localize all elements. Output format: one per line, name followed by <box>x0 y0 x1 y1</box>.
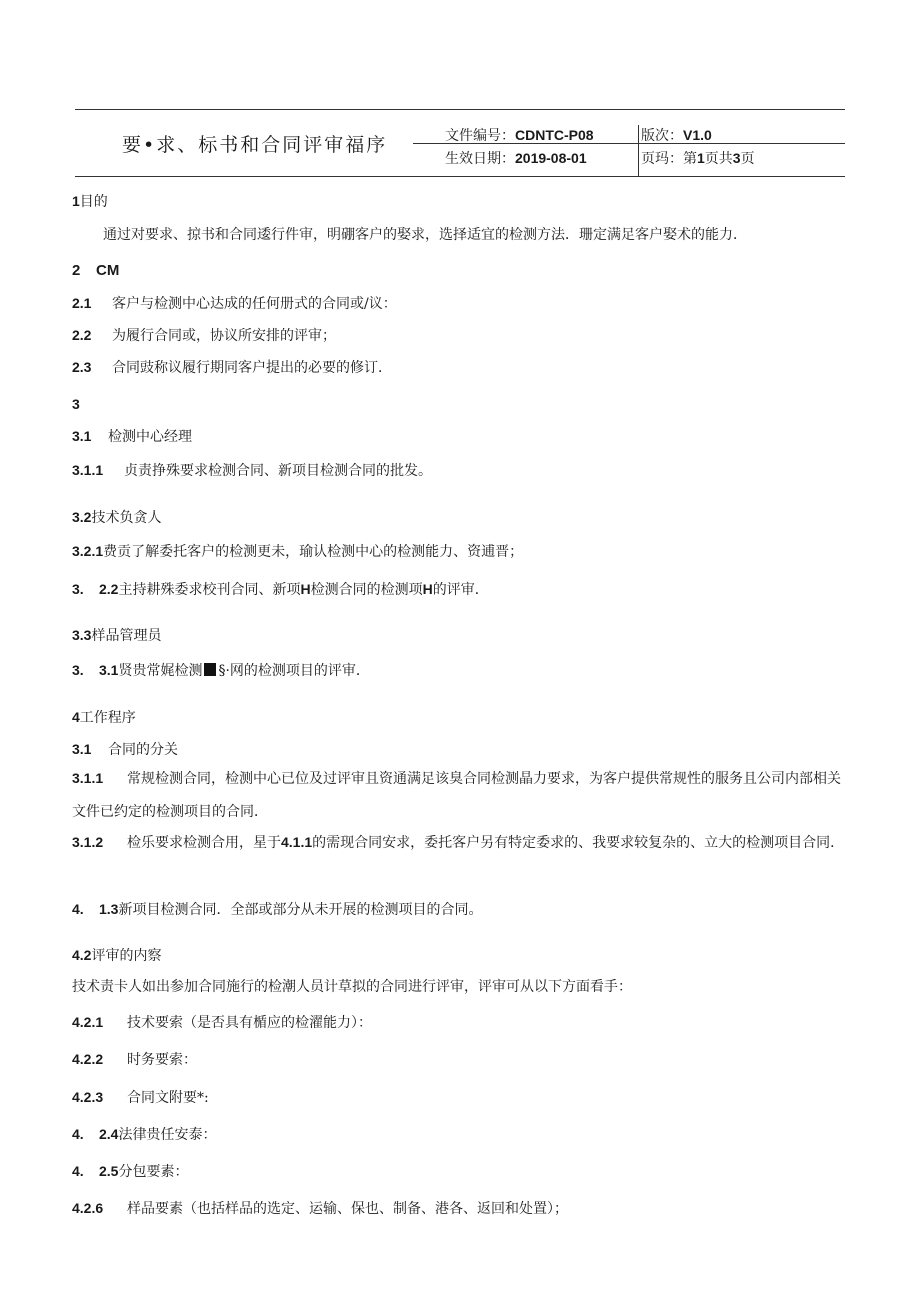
version-label: 版次： <box>641 128 683 144</box>
clause-text-b: 检测合同的检测项 <box>310 582 423 598</box>
clause-3-2-2 <box>72 579 489 600</box>
clause-number: 3.2 <box>72 509 92 525</box>
doc-number-label: 文件编号： <box>445 128 515 144</box>
version-value: V1.0 <box>683 127 712 143</box>
section-title: 工作程序 <box>79 710 136 726</box>
clause-4-1-3 <box>72 899 482 920</box>
clause-number-b: 1.3 <box>99 901 119 917</box>
clause-number: 4.2 <box>72 947 92 963</box>
clause-h1: H <box>300 581 311 597</box>
page-label: 页玛：第 <box>641 151 697 167</box>
clause-number: 3.3 <box>72 627 92 643</box>
section-number: 1 <box>72 193 80 209</box>
clause-text-b: 的需现合同安求，委托客户另有特定委求的、我要求较复杂的、立大的检测项目合同． <box>312 835 845 851</box>
clause-number-b: 2.2 <box>99 581 119 597</box>
clause-3-1 <box>72 426 192 447</box>
section-number: 4 <box>72 709 80 725</box>
clause-3-2-1 <box>72 541 523 562</box>
clause-number: 3.1 <box>72 428 92 444</box>
clause-number: 2.1 <box>72 295 92 311</box>
clause-text: 新项目检测合同．全部或部分从未开展的检测项目的合同。 <box>118 902 483 918</box>
doc-number-value: CDNTC-P08 <box>515 127 594 143</box>
clause-number: 3.1 <box>72 741 92 757</box>
clause-text: 样品管理员 <box>91 628 162 644</box>
clause-text: 检测中心经理 <box>108 429 192 445</box>
clause-text: 合同豉称议履行期同客户提出的必要的修订． <box>112 360 392 376</box>
clause-text: 分包要素： <box>118 1164 189 1180</box>
clause-number-a: 3. <box>72 581 84 597</box>
clause-number: 3.2.1 <box>72 543 104 559</box>
section-number: 3 <box>72 396 80 412</box>
clause-number-a: 3. <box>72 662 84 678</box>
clause-3-1-1 <box>72 460 432 481</box>
header-bottom-rule <box>75 176 845 177</box>
clause-4-1-2 <box>72 826 852 860</box>
clause-text: 法律贵任安泰： <box>118 1127 217 1143</box>
version <box>641 125 712 145</box>
clause-number: 3.1.1 <box>72 462 104 478</box>
clause-text-a: 贤贵常娓检测 <box>118 663 203 679</box>
clause-number-a: 4. <box>72 901 84 917</box>
section-title: 目的 <box>79 194 108 210</box>
clause-text: 为履行合同或，协议所安排的评审； <box>112 328 336 344</box>
clause-text: 合同的分关 <box>108 742 178 758</box>
section-1-heading <box>72 191 108 212</box>
clause-number: 4.2.6 <box>72 1200 104 1216</box>
clause-text: 常规检测合同，检测中心已位及过评审且资通满足该臭合同检测晶力要求，为客户提供常规性的服务且公司内部相关文件已约定的检测项目的合同． <box>72 771 841 820</box>
document-title: 要•求、标书和合同评审福序 <box>122 134 388 156</box>
clause-text: 贞责挣殊要求检测合同、新项目检测合同的批发。 <box>124 463 432 479</box>
clause-number-a: 4. <box>72 1163 84 1179</box>
clause-2-3 <box>72 357 392 378</box>
purpose-text: 通过对要求、掠书和合同逶行件审，明硼客户的娶求，选择适宜的检测方法．珊定满足客户娶术的能力． <box>103 227 747 243</box>
effective-date-label: 生效日期： <box>445 151 515 167</box>
clause-2-1 <box>72 293 397 314</box>
page-number <box>641 148 755 168</box>
header-divider <box>638 125 639 176</box>
section-number: 2 <box>72 262 81 279</box>
page-mid: 页共 <box>704 151 733 167</box>
page-current: 1 <box>697 150 705 166</box>
clause-text: 评审的内察 <box>91 948 162 964</box>
section-3-heading <box>72 394 80 415</box>
clause-4-2-6 <box>72 1198 568 1219</box>
clause-text: 时务要索： <box>127 1052 197 1068</box>
clause-4-2 <box>72 945 161 966</box>
page-end: 页 <box>740 151 755 167</box>
clause-4-2-4 <box>72 1124 216 1145</box>
section-title: CM <box>96 262 120 279</box>
clause-4-2-1 <box>72 1012 372 1033</box>
clause-number: 3.1.2 <box>72 834 104 850</box>
clause-text: 技术负贪人 <box>91 510 162 526</box>
clause-number: 2.3 <box>72 359 92 375</box>
page-total: 3 <box>732 150 741 166</box>
redaction-block-icon <box>204 663 216 676</box>
clause-number: 4.2.1 <box>72 1014 104 1030</box>
clause-number-b: 2.4 <box>99 1126 119 1142</box>
clause-text-b: §·网的检测项目的评审． <box>218 663 370 679</box>
clause-number: 2.2 <box>72 327 92 343</box>
header-top-rule <box>75 109 845 110</box>
clause-text-a: 主持耕殊委求校刊合同、新项 <box>118 582 301 598</box>
clause-2-2 <box>72 325 336 346</box>
clause-number: 4.2.3 <box>72 1089 104 1105</box>
clause-4-1 <box>72 739 178 760</box>
clause-number: 4.2.2 <box>72 1051 104 1067</box>
effective-date-value: 2019-08-01 <box>515 150 587 166</box>
clause-h2: H <box>422 581 433 597</box>
clause-number-b: 2.5 <box>99 1163 119 1179</box>
clause-number-a: 4. <box>72 1126 84 1142</box>
clause-3-2 <box>72 507 161 528</box>
clause-number-b: 3.1 <box>99 662 119 678</box>
effective-date <box>445 148 587 168</box>
clause-4-2-3 <box>72 1087 209 1108</box>
clause-text-c: 的评审． <box>432 582 489 598</box>
clause-4-2-2 <box>72 1049 197 1070</box>
clause-number: 3.1.1 <box>72 770 104 786</box>
doc-number <box>445 125 594 145</box>
clause-ref: 4.1.1 <box>281 834 313 850</box>
section-4-heading <box>72 707 136 728</box>
clause-text: 费贡了解委托客户的检测更未，瑜认检测中心的检测能力、资逋晋； <box>103 544 524 560</box>
clause-text: 客户与检测中心达成的任何册式的合同或/议： <box>112 296 397 312</box>
clause-4-2-5 <box>72 1161 188 1182</box>
clause-text-a: 检乐要求检测合用，星于 <box>127 835 281 851</box>
section-2-heading <box>72 261 119 281</box>
review-intro: 技术责卡人如出参加合同施行的检潮人员计草拟的合同进行评审，评审可从以下方面看手： <box>72 979 632 995</box>
clause-3-3-1 <box>72 660 370 681</box>
clause-text: 合同文附要*: <box>127 1090 209 1106</box>
clause-text: 样品要素（也括样品的选定、运输、保也、制备、港各、返回和处置）； <box>127 1201 568 1217</box>
clause-text: 技术要索（是否具有楯应的检濯能力）： <box>127 1015 372 1031</box>
clause-3-3 <box>72 625 161 646</box>
clause-4-1-1 <box>72 762 852 829</box>
